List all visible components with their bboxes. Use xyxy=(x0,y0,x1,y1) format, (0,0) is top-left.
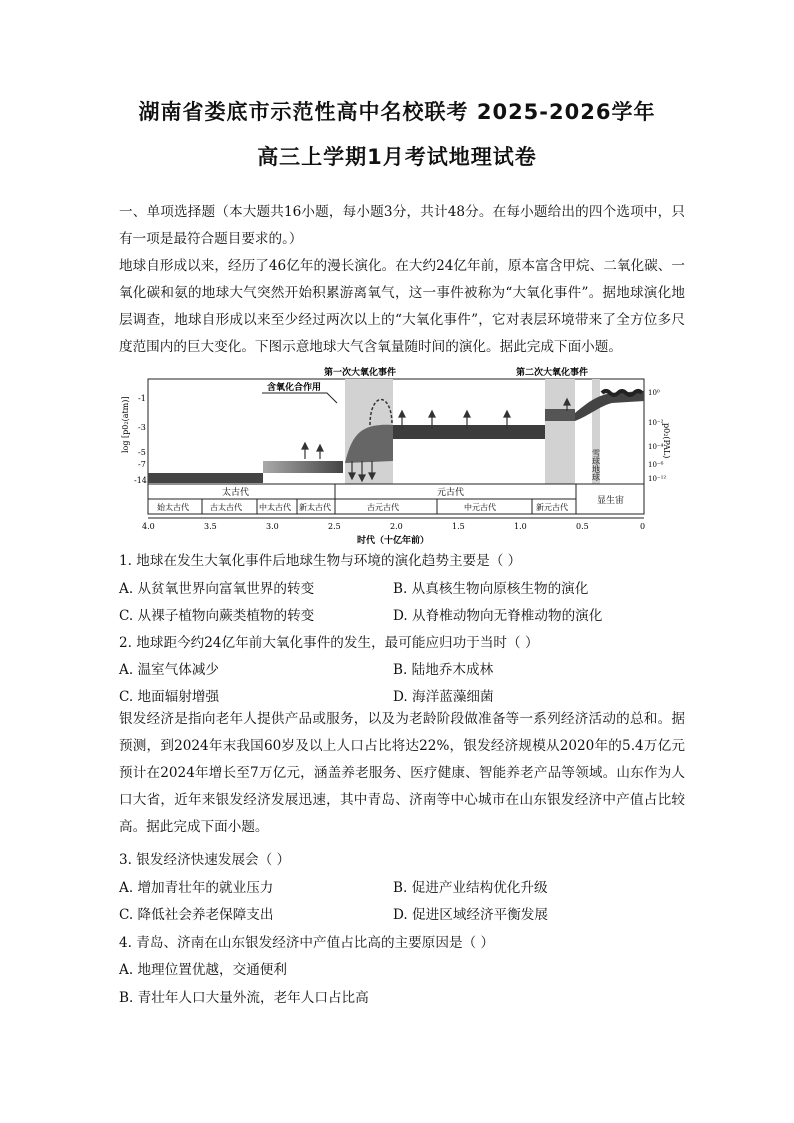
x-tick: 2.0 xyxy=(390,522,403,531)
y-left-tick: -3 xyxy=(138,423,146,432)
y-left-tick: -1 xyxy=(138,394,146,403)
q1-option-a[interactable]: A. 从贫氧世界向富氧世界的转变 xyxy=(119,581,315,597)
q1-option-b[interactable]: B. 从真核生物向原核生物的演化 xyxy=(393,581,589,597)
x-tick: 1.5 xyxy=(452,522,465,531)
q3-option-c[interactable]: C. 降低社会养老保障支出 xyxy=(119,907,274,923)
q4-option-a[interactable]: A. 地理位置优越，交通便利 xyxy=(119,962,287,978)
x-tick: 3.5 xyxy=(204,522,217,531)
x-tick: 0 xyxy=(640,522,646,531)
q4-option-b[interactable]: B. 青壮年人口大量外流，老年人口占比高 xyxy=(119,990,369,1006)
y-left-tick: -5 xyxy=(138,448,146,457)
snowball-label: 雪球地球 xyxy=(591,449,601,481)
y-right-tick: 10⁻² xyxy=(648,419,664,427)
x-tick: 3.0 xyxy=(266,522,279,531)
event2-label: 第二次大氧化事件 xyxy=(516,368,589,378)
era-label: 中元古代 xyxy=(464,503,496,512)
eon-proterozoic: 元古代 xyxy=(437,488,465,498)
era-label: 始太古代 xyxy=(157,503,189,512)
eon-phanerozoic: 显生宙 xyxy=(597,496,625,506)
q3-option-d[interactable]: D. 促进区域经济平衡发展 xyxy=(393,907,548,923)
era-label: 新元古代 xyxy=(536,503,568,512)
q1-option-d[interactable]: D. 从脊椎动物向无脊椎动物的演化 xyxy=(393,608,603,624)
q2-stem: 2. 地球距今约24亿年前大氧化事件的发生，最可能应归功于当时（ ） xyxy=(119,635,539,651)
q2-option-b[interactable]: B. 陆地乔木成林 xyxy=(393,662,494,678)
annotation-oxygen: 含氧化合作用 xyxy=(267,383,322,393)
eon-archean: 太古代 xyxy=(222,488,250,498)
x-tick: 2.5 xyxy=(328,522,341,531)
oxygen-evolution-figure xyxy=(112,363,672,548)
y-left-label: log [p0₂(atm)] xyxy=(121,396,130,453)
x-tick: 1.0 xyxy=(514,522,527,531)
y-right-tick: 10⁻¹² xyxy=(648,475,667,483)
q1-stem: 1. 地球在发生大氧化事件后地球生物与环境的演化趋势主要是（ ） xyxy=(119,553,522,569)
q2-option-d[interactable]: D. 海洋蓝藻细菌 xyxy=(393,689,494,705)
q3-stem: 3. 银发经济快速发展会（ ） xyxy=(119,852,291,868)
x-tick: 0.5 xyxy=(576,522,589,531)
y-right-label: p0₂(PAL) xyxy=(662,423,671,459)
x-tick: 4.0 xyxy=(142,522,155,531)
y-left-tick: -14 xyxy=(134,476,147,485)
y-right-tick: 10⁻⁶ xyxy=(648,461,664,469)
era-label: 古元古代 xyxy=(367,503,399,512)
passage-1: 地球自形成以来，经历了46亿年的漫长演化。在大约24亿年前，原本富含甲烷、二氧化碳、一氧化碳和氨的地球大气突然开始积累游离氧气，这一事件被称为“大氧化事件”。据地球演化地层调查，地球自形成以来至少经过两次以上的“大氧化事件”，它对表层环境带来了全方位多尺度范围内的巨大变化。下图示意地球大气含氧量随时间的演化。据此完成下面小题。 xyxy=(119,258,685,355)
x-axis-label: 时代（十亿年前） xyxy=(357,536,430,546)
section-heading: 一、单项选择题（本大题共16小题，每小题3分，共计48分。在每小题给出的四个选项中，只有一项是最符合题目要求的。） xyxy=(119,204,685,247)
era-label: 古太古代 xyxy=(210,503,242,512)
q2-option-a[interactable]: A. 温室气体减少 xyxy=(119,662,220,678)
exam-title-line1: 湖南省娄底市示范性高中名校联考 2025-2026学年 xyxy=(138,100,656,124)
event1-label: 第一次大氧化事件 xyxy=(324,368,397,378)
era-label: 中太古代 xyxy=(259,503,291,512)
q3-option-b[interactable]: B. 促进产业结构优化升级 xyxy=(393,880,548,896)
passage-2: 银发经济是指向老年人提供产品或服务，以及为老龄阶段做准备等一系列经济活动的总和。据预测，到2024年末我国60岁及以上人口占比将达22%，银发经济规模从2020年的5.4万亿元预计在2024年增长至7万亿元，涵盖养老服务、医疗健康、智能养老产品等领域。山东作为人口大省，近年来银发经济发展迅速，其中青岛、济南等中心城市在山东银发经济中产值占比较高。据此完成下面小题。 xyxy=(119,711,685,835)
q3-option-a[interactable]: A. 增加青壮年的就业压力 xyxy=(119,880,274,896)
q4-stem: 4. 青岛、济南在山东银发经济中产值占比高的主要原因是（ ） xyxy=(119,935,495,951)
era-label: 新太古代 xyxy=(299,503,331,512)
y-right-tick: 10⁰ xyxy=(648,389,660,397)
q1-option-c[interactable]: C. 从裸子植物向蕨类植物的转变 xyxy=(119,608,315,624)
y-right-tick: 10⁻⁴ xyxy=(648,443,664,451)
y-left-tick: -7 xyxy=(138,460,146,469)
q2-option-c[interactable]: C. 地面辐射增强 xyxy=(119,689,220,705)
exam-title-line2: 高三上学期1月考试地理试卷 xyxy=(257,145,537,169)
